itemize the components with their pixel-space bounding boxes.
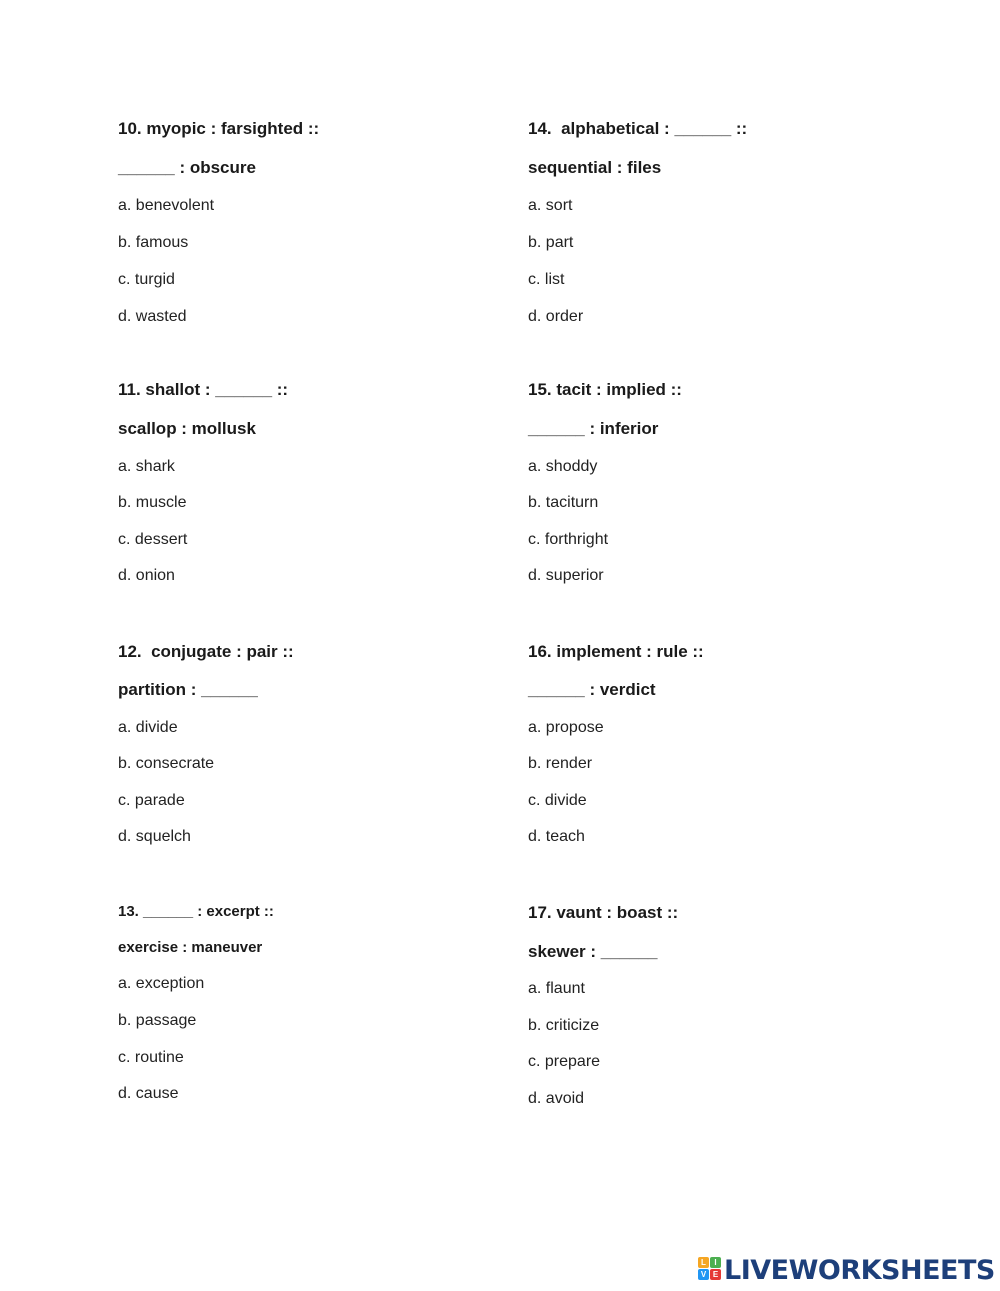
question-10 [118,119,498,329]
question-stem-line-2: sequential : files [528,158,662,177]
question-stem-line-1: 13. ______ : excerpt :: [118,903,274,920]
option-c[interactable]: c. dessert [118,531,188,548]
option-c[interactable]: c. forthright [528,531,609,548]
option-a[interactable]: a. shark [118,458,175,475]
option-b[interactable]: b. part [528,234,574,251]
question-16 [528,642,908,852]
liveworksheets-logo-icon [698,1257,722,1283]
question-stem-line-2: skewer : ______ [528,942,658,961]
option-c[interactable]: c. list [528,271,565,288]
question-stem-line-2: ______ : inferior [528,419,659,438]
question-stem-line-2: scallop : mollusk [118,419,256,438]
option-b[interactable]: b. passage [118,1012,197,1029]
logo-tile-e: E [710,1269,721,1280]
option-b[interactable]: b. muscle [118,494,187,511]
option-a[interactable]: a. propose [528,719,604,736]
logo-tile-l: L [698,1257,709,1268]
question-14 [528,119,908,329]
question-13 [118,902,498,1112]
option-a[interactable]: a. shoddy [528,458,598,475]
question-15 [528,380,908,590]
option-a[interactable]: a. sort [528,197,573,214]
question-12 [118,642,498,852]
question-stem-line-2: ______ : obscure [118,158,256,177]
question-stem-line-2: ______ : verdict [528,680,656,699]
option-d[interactable]: d. teach [528,828,585,845]
option-d[interactable]: d. onion [118,567,175,584]
question-stem-line-2: exercise : maneuver [118,939,263,956]
question-17 [528,903,908,1113]
option-a[interactable]: a. flaunt [528,980,585,997]
logo-text: LIVEWORKSHEETS [724,1254,995,1286]
question-stem-line-1: 16. implement : rule :: [528,642,704,661]
option-b[interactable]: b. taciturn [528,494,599,511]
question-stem-line-1: 17. vaunt : boast :: [528,903,679,922]
option-c[interactable]: c. prepare [528,1053,601,1070]
question-stem-line-1: 15. tacit : implied :: [528,380,682,399]
option-c[interactable]: c. divide [528,792,587,809]
question-stem-line-1: 11. shallot : ______ :: [118,380,289,399]
option-d[interactable]: d. wasted [118,308,187,325]
question-stem-line-2: partition : ______ [118,680,258,699]
question-11 [118,380,498,590]
option-d[interactable]: d. avoid [528,1090,585,1107]
option-c[interactable]: c. routine [118,1049,184,1066]
logo-tile-v: V [698,1269,709,1280]
option-d[interactable]: d. cause [118,1085,179,1102]
option-b[interactable]: b. consecrate [118,755,215,772]
option-a[interactable]: a. divide [118,719,178,736]
question-stem-line-1: 10. myopic : farsighted :: [118,119,320,138]
option-b[interactable]: b. render [528,755,593,772]
option-b[interactable]: b. famous [118,234,189,251]
option-d[interactable]: d. order [528,308,584,325]
option-a[interactable]: a. benevolent [118,197,215,214]
option-c[interactable]: c. parade [118,792,185,809]
option-b[interactable]: b. criticize [528,1017,600,1034]
question-stem-line-1: 14. alphabetical : ______ :: [528,119,748,138]
option-c[interactable]: c. turgid [118,271,175,288]
question-stem-line-1: 12. conjugate : pair :: [118,642,294,661]
liveworksheets-logo [698,1256,995,1284]
logo-tile-i: I [710,1257,721,1268]
option-d[interactable]: d. superior [528,567,604,584]
option-a[interactable]: a. exception [118,975,205,992]
option-d[interactable]: d. squelch [118,828,191,845]
